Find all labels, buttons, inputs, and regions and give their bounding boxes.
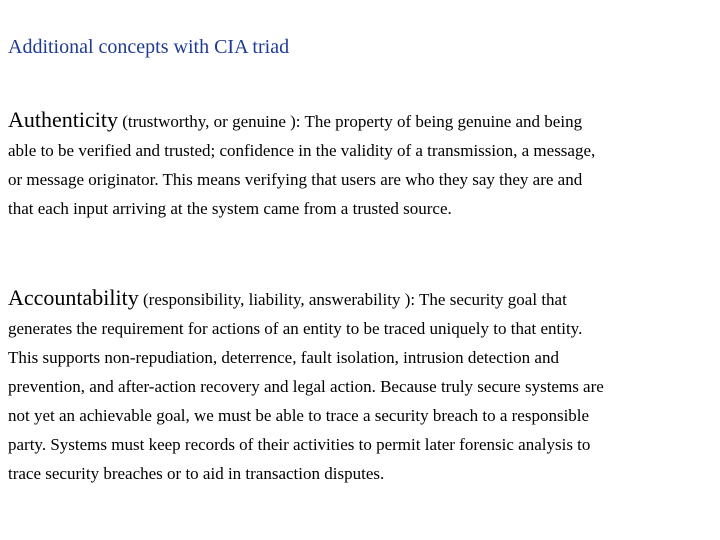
concept-definition: The property of being genuine and being able to be verified and trusted; confidence in the validity of a transmission, a message, or message originator. This means verifying that users are who they say they are and that each input arriving at the system came from a trusted source. [8, 112, 596, 218]
concept-qualifier: (responsibility, liability, answerability ): [143, 290, 416, 309]
concept-authenticity [8, 105, 608, 223]
concept-term: Accountability [8, 285, 139, 310]
concept-term: Authenticity [8, 107, 118, 132]
concept-qualifier: (trustworthy, or genuine ): [122, 112, 301, 131]
concept-accountability [8, 283, 608, 488]
slide-title: Additional concepts with CIA triad [8, 36, 290, 58]
concept-definition: The security goal that generates the requirement for actions of an entity to be traced uniquely to that entity. This supports non-repudiation, deterrence, fault isolation, intrusion detection and prevention, and after-action recovery and legal action. Because truly secure systems are not yet an achievable goal, we must be able to trace a security breach to a responsible party. Systems must keep records of their activities to permit later forensic analysis to trace security breaches or to aid in transaction disputes. [8, 290, 604, 483]
